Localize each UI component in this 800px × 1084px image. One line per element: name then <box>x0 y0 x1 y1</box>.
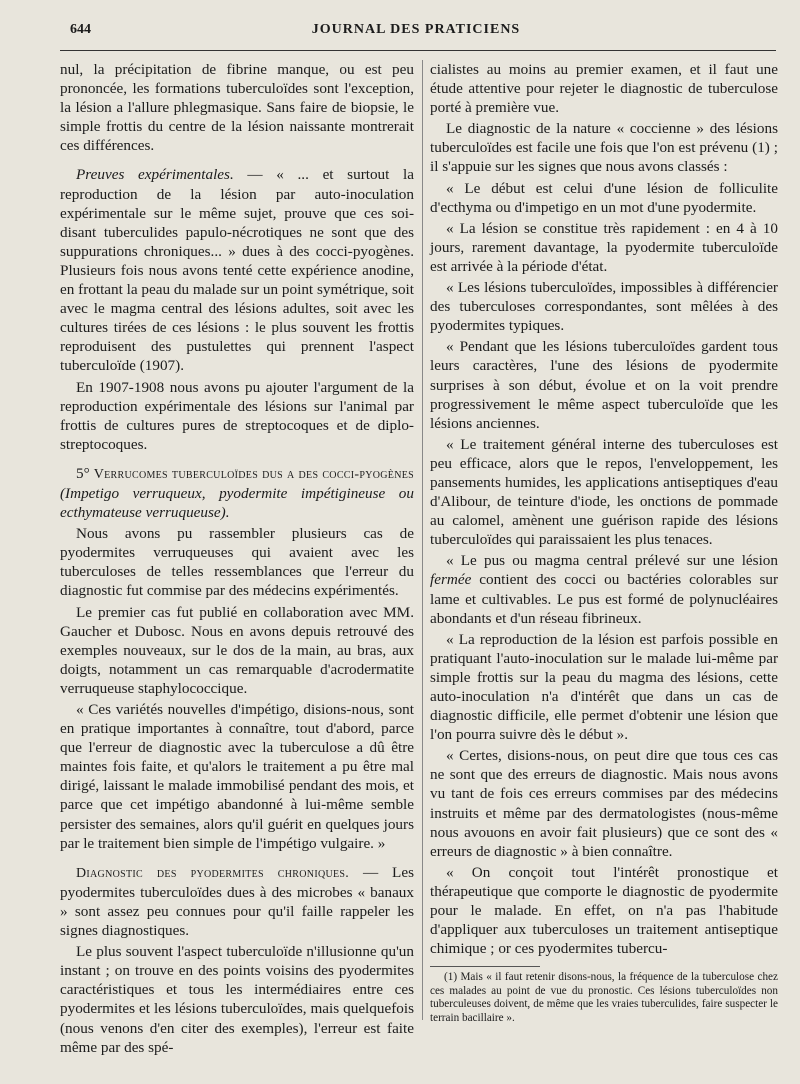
paragraph: « Pendant que les lésions tuberculoïdes gardent tous leurs caractères, l'une des lésions de pyodermite surprises à son début, évolue et on la voit prendre progressivement le même aspect tuberculoïde que les lésions anciennes. <box>430 338 778 432</box>
paragraph: « Le début est celui d'une lésion de folliculite d'ecthyma ou d'impetigo en un mot d'une pyodermite. <box>430 179 778 216</box>
paragraph: « La reproduction de la lésion est parfois possible en pratiquant l'auto-inoculation sur le malade lui-même par simple frottis sur la peau du magma des lésions, cette auto-inoculation n'a d'intérêt que dans un cas de diagnostic difficile, elle permet d'obtenir une lésion que l'on pourra suivre dès le début ». <box>430 630 778 744</box>
section-heading <box>60 863 414 940</box>
page-number: 644 <box>70 22 91 37</box>
header-rule <box>60 50 776 51</box>
paragraph: « Le traitement général interne des tuberculoses est peu efficace, alors que le repos, l'enveloppement, les pansements humides, les applications antiseptiques d'eau d'Alibour, de teinture d'iode, les onctions de pommade au calomel, amènent une guérison rapide des lésions tuberculoïdes qui paraissaient les plus tenaces. <box>430 435 778 549</box>
section-subtitle: (Impetigo verruqueux, pyodermite impétigineuse ou ecthymateuse verruqueuse). <box>60 484 414 522</box>
section-heading <box>60 464 414 522</box>
paragraph: « Ces variétés nouvelles d'impétigo, disions-nous, sont en pratique importantes à connaître, tout d'abord, parce que l'erreur de diagnostic avec la tuberculose a dû être maintes fois faite, et qu'alors le traitement a pu être mal dirigé, laissant le malade immobilisé pendant des mois, et parce que cet impétigo abandonné à lui-même semble persister des semaines, alors qu'il guérit en quelques jours par le traitement bien simple de l'impétigo vulgaire. » <box>60 701 414 852</box>
emphasis: fermée <box>430 571 472 589</box>
paragraph-body: — « ... et surtout la reproduction de la lésion par auto-inoculation expérimentale sur le même sujet, prouve que ces soi-disant tuberculides papulo-nécrotiques ne sont que des suppurations chroniques... » dues à des cocci-pyogènes. Plusieurs fois nous avons tenté cette expérience anodine, en frottant la peau du malade sur un point symétrique, soit avec le magma central des lésions adultes, soit avec les cultures tirées de ces lésions : le plus souvent les frottis reproduisent des pustulettes qui prennent l'aspect tuberculoïde (1907). <box>60 166 414 375</box>
paragraph: « La lésion se constitue très rapidement : en 4 à 10 jours, rarement davantage, la pyodermite tuberculoïde est arrivée à la période d'état. <box>430 219 778 275</box>
paragraph: « Certes, disions-nous, on peut dire que tous ces cas ne sont que des erreurs de diagnostic. Mais nous avons vu tant de fois ces erreurs commises par des médecins instruits et même par des dermatologistes (nous-même nous avouons en avoir fait plusieurs) que ce sont des « erreurs de diagnostic » à bien connaître. <box>430 747 778 860</box>
section-title: Diagnostic des pyodermites chroniques. <box>76 865 350 881</box>
paragraph: Nous avons pu rassembler plusieurs cas de pyodermites verruqueuses qui avaient avec les tuberculoses de telles ressemblances que l'erreur du diagnostic fut commise par des médecins expérimentés. <box>60 525 414 600</box>
paragraph <box>430 551 778 627</box>
paragraph-lead: Preuves expérimentales. <box>76 166 234 184</box>
paragraph <box>60 165 414 375</box>
paragraph: « On conçoit tout l'intérêt pronostique et thérapeutique que comporte le diagnostic de pyodermite pour le malade. En effet, on n'a pas l'habitude d'appliquer aux tuberculoses un traitement antiseptique chimique ; or ces pyodermites tubercu- <box>430 863 778 958</box>
right-column <box>430 60 778 1027</box>
paragraph-part: « Le pus ou magma central prélevé sur une lésion <box>446 552 778 570</box>
paragraph: Le premier cas fut publié en collaboration avec MM. Gaucher et Dubosc. Nous en avons depuis retrouvé des exemples nouveaux, sur le dos de la main, au bras, aux doigts, notamment un cas remarquable d'acrodermatite verruqueuse staphylococcique. <box>60 603 414 697</box>
paragraph: « Les lésions tuberculoïdes, impossibles à différencier des tuberculoses correspondantes, sont mêlées à des pyodermites typiques. <box>430 279 778 335</box>
paragraph: Le diagnostic de la nature « coccienne » des lésions tuberculoïdes est facile une fois que l'on est prévenu (1) ; il s'appuie sur les signes que nous avons classés : <box>430 120 778 176</box>
paragraph: cialistes au moins au premier examen, et il faut une étude attentive pour rejeter le diagnostic de tuberculose porté à première vue. <box>430 61 778 117</box>
column-divider <box>422 60 423 1020</box>
paragraph: nul, la précipitation de fibrine manque, ou est peu prononcée, les formations tuberculoïdes sont l'exception, la lésion a l'allure phlegmasique. Sans faire de biopsie, le simple frottis du centre de la lésion naissante montrerait ces différences. <box>60 61 414 155</box>
section-title: Verrucomes tuberculoïdes dus a des cocci-pyogènes <box>93 466 414 482</box>
footnote-rule <box>430 966 540 967</box>
page-header <box>60 22 772 46</box>
left-column <box>60 60 414 1059</box>
section-body: — Les pyodermites tuberculoïdes dues à des microbes « banaux » sont assez peu connues pour qu'il faille rappeler les signes diagnostiques. <box>60 863 414 940</box>
paragraph: Le plus souvent l'aspect tuberculoïde n'illusionne qu'un instant ; on trouve en des points voisins des pyodermites caractéristiques et tous les intermédiaires entre ces pyodermites et les lésions tuberculoïdes, mais quelquefois (nous venons d'en citer des exemples), l'erreur est faite même par des spé- <box>60 943 414 1056</box>
section-number: 5° <box>76 464 94 482</box>
paragraph-part: contient des cocci ou bactéries colorables sur lame et cultivables. Le pus est formé de polynucléaires abondants et d'un réseau fibrineux. <box>430 571 778 627</box>
paragraph: En 1907-1908 nous avons pu ajouter l'argument de la reproduction expérimentale des lésions sur l'animal par frottis de cultures pures de streptocoques et de diplo-streptocoques. <box>60 378 414 453</box>
running-title: JOURNAL DES PRATICIENS <box>311 22 521 37</box>
footnote: (1) Mais « il faut retenir disons-nous, la fréquence de la tuberculose chez ces malades au point de vue du pronostic. Ces lésions tuberculoïdes non tuberculeuses doivent, de même que les vraies tuberculides, faire suspecter le terrain bacillaire ». <box>430 971 778 1024</box>
